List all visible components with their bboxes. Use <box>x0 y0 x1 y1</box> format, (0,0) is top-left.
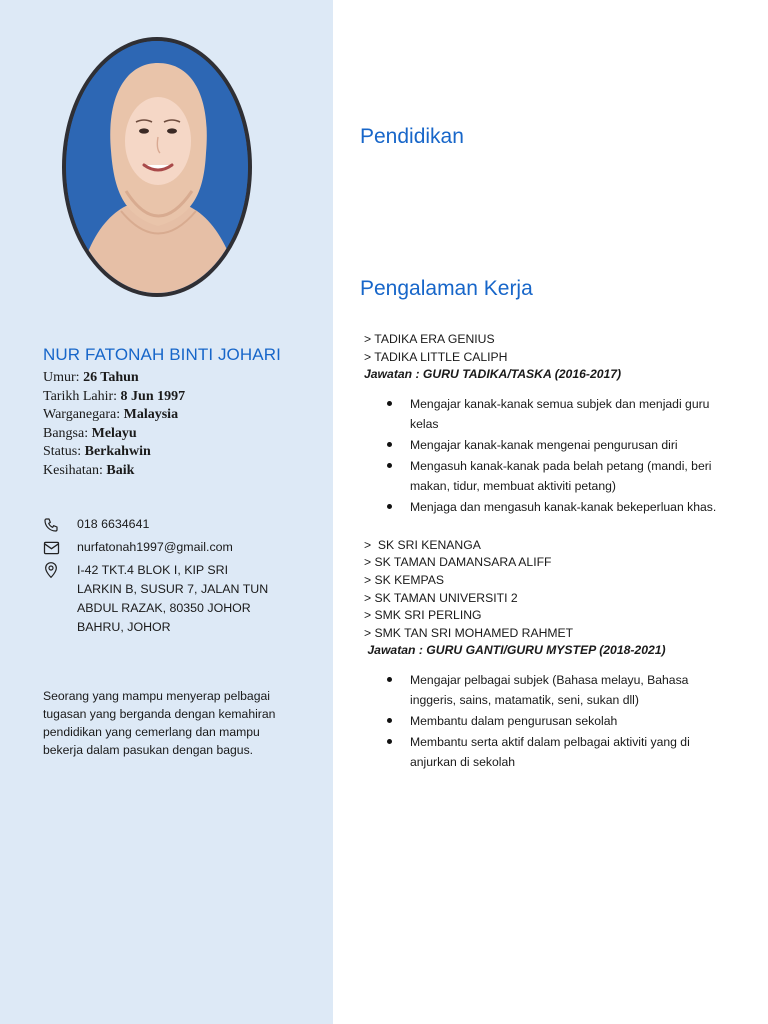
detail-age: Umur: 26 Tahun <box>43 370 139 385</box>
duty-item: Mengajar kanak-kanak mengenai pengurusan diri <box>364 435 724 455</box>
school-entry: > SMK SRI PERLING <box>364 608 482 623</box>
position-title: Jawatan : GURU GANTI/GURU MYSTEP (2018-2021) <box>364 643 666 658</box>
duty-list <box>364 670 724 772</box>
detail-health: Kesihatan: Baik <box>43 462 135 478</box>
contact-address <box>43 561 293 637</box>
detail-marital-status: Status: Berkahwin <box>43 444 151 460</box>
phone-icon <box>43 515 77 534</box>
candidate-name: NUR FATONAH BINTI JOHARI <box>43 345 281 364</box>
profile-photo <box>62 37 252 297</box>
detail-birth-date: Tarikh Lahir: 8 Jun 1997 <box>43 388 186 404</box>
duty-item: Membantu dalam pengurusan sekolah <box>364 711 724 731</box>
experience-group <box>364 537 724 772</box>
school-entry: > SMK TAN SRI MOHAMED RAHMET <box>364 625 574 640</box>
work-experience <box>364 331 724 786</box>
school-entry: > SK KEMPAS <box>364 572 445 587</box>
position-title: Jawatan : GURU TADIKA/TASKA (2016-2017) <box>364 367 622 382</box>
school-entry: > TADIKA ERA GENIUS <box>364 332 495 346</box>
experience-heading: Pengalaman Kerja <box>360 277 533 300</box>
detail-race: Bangsa: Melayu <box>43 425 137 441</box>
contact-phone <box>43 515 293 534</box>
duty-item: Membantu serta aktif dalam pelbagai aktiviti yang di anjurkan di sekolah <box>364 732 724 772</box>
school-entry: > SK TAMAN UNIVERSITI 2 <box>364 590 518 605</box>
location-pin-icon <box>43 561 77 580</box>
home-address: I-42 TKT.4 BLOK I, KIP SRI LARKIN B, SUSUR 7, JALAN TUN ABDUL RAZAK, 80350 JOHOR BAHRU, JOHOR <box>77 563 269 634</box>
duty-item: Mengasuh kanak-kanak pada belah petang (mandi, beri makan, tidur, membuat aktiviti petang) <box>364 456 724 496</box>
school-entry: > TADIKA LITTLE CALIPH <box>364 349 508 364</box>
sidebar-panel <box>0 0 333 1024</box>
education-heading: Pendidikan <box>360 125 464 148</box>
contact-info <box>43 515 293 641</box>
school-entry: > SK TAMAN DAMANSARA ALIFF <box>364 555 552 570</box>
personal-details <box>43 369 185 481</box>
duty-item: Menjaga dan mengasuh kanak-kanak bekeperluan khas. <box>364 497 724 517</box>
portrait-illustration <box>66 41 248 293</box>
contact-email <box>43 538 293 557</box>
duty-list <box>364 394 724 517</box>
duty-item: Mengajar kanak-kanak semua subjek dan menjadi guru kelas <box>364 394 724 434</box>
email-address: nurfatonah1997@gmail.com <box>77 540 233 554</box>
profile-summary: Seorang yang mampu menyerap pelbagai tugasan yang berganda dengan kemahiran pendidikan yang cemerlang dan mampu bekerja dalam pasukan dengan bagus. <box>43 689 276 758</box>
school-entry: > SK SRI KENANGA <box>364 537 481 552</box>
detail-citizenship: Warganegara: Malaysia <box>43 407 179 423</box>
experience-group <box>364 331 724 517</box>
duty-item: Mengajar pelbagai subjek (Bahasa melayu, Bahasa inggeris, sains, matamatik, seni, sukan dll) <box>364 670 724 710</box>
phone-number: 018 6634641 <box>77 517 150 531</box>
mail-icon <box>43 538 77 557</box>
